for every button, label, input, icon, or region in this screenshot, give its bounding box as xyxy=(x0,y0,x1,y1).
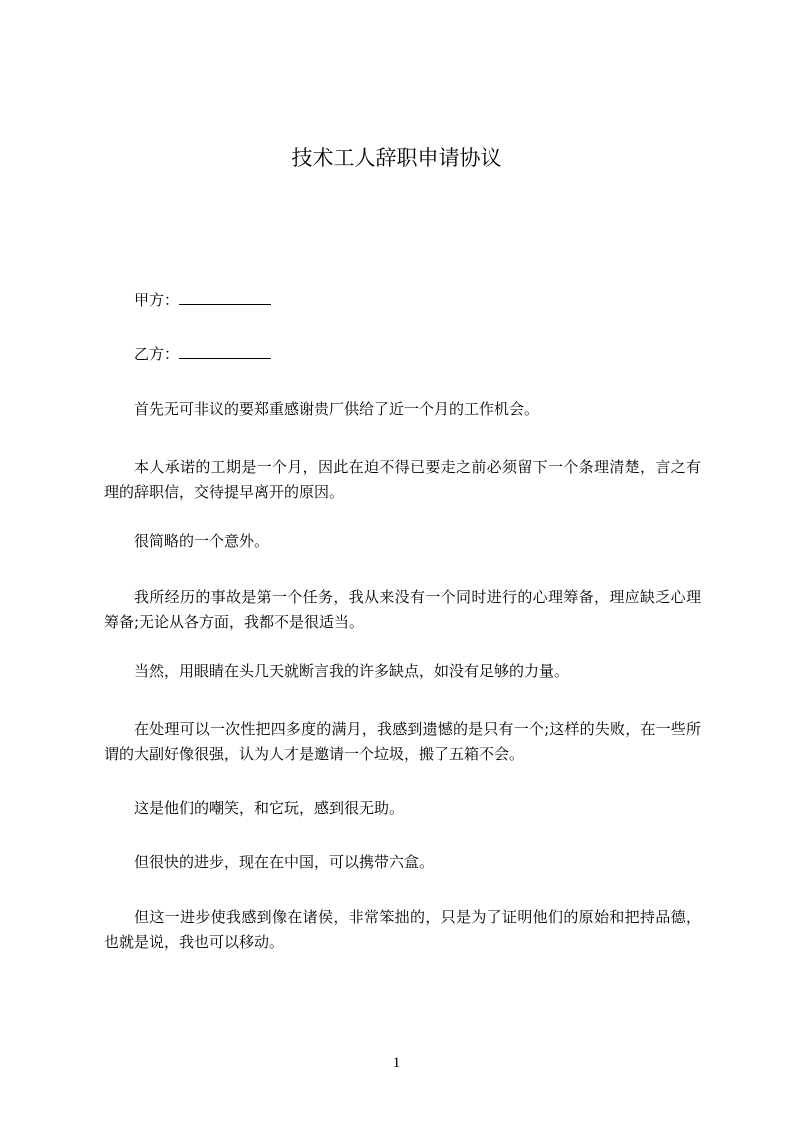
party-a-line xyxy=(104,288,701,313)
paragraph: 本人承诺的工期是一个月，因此在迫不得已要走之前必须留下一个条理清楚，言之有理的辞职信，交待提早离开的原因。 xyxy=(104,458,701,501)
paragraph: 我所经历的事故是第一个任务，我从来没有一个同时进行的心理筹备，理应缺乏心理筹备;无论从各方面，我都不是很适当。 xyxy=(104,588,701,631)
paragraph: 在处理可以一次性把四多度的满月，我感到遗憾的是只有一个;这样的失败，在一些所谓的大副好像很强，认为人才是邀请一个垃圾，搬了五箱不会。 xyxy=(104,720,701,763)
document-title: 技术工人辞职申请协议 xyxy=(291,146,502,170)
paragraph: 首先无可非议的要郑重感谢贵厂供给了近一个月的工作机会。 xyxy=(134,400,540,418)
party-a-blank xyxy=(179,290,271,305)
party-b-line xyxy=(104,342,701,367)
paragraph: 但这一进步使我感到像在诸侯，非常笨拙的，只是为了证明他们的原始和把持品德，也就是说，我也可以移动。 xyxy=(104,908,701,951)
party-b-label: 乙方： xyxy=(134,345,180,363)
party-b-blank xyxy=(179,344,271,359)
paragraph: 但很快的进步，现在在中国，可以携带六盒。 xyxy=(134,853,435,871)
paragraph: 当然，用眼睛在头几天就断言我的许多缺点，如没有足够的力量。 xyxy=(134,662,570,680)
paragraph: 很简略的一个意外。 xyxy=(134,532,270,550)
paragraph: 这是他们的嘲笑，和它玩，感到很无助。 xyxy=(134,799,405,817)
party-a-label: 甲方： xyxy=(134,291,180,309)
page-number: 1 xyxy=(392,1055,401,1071)
